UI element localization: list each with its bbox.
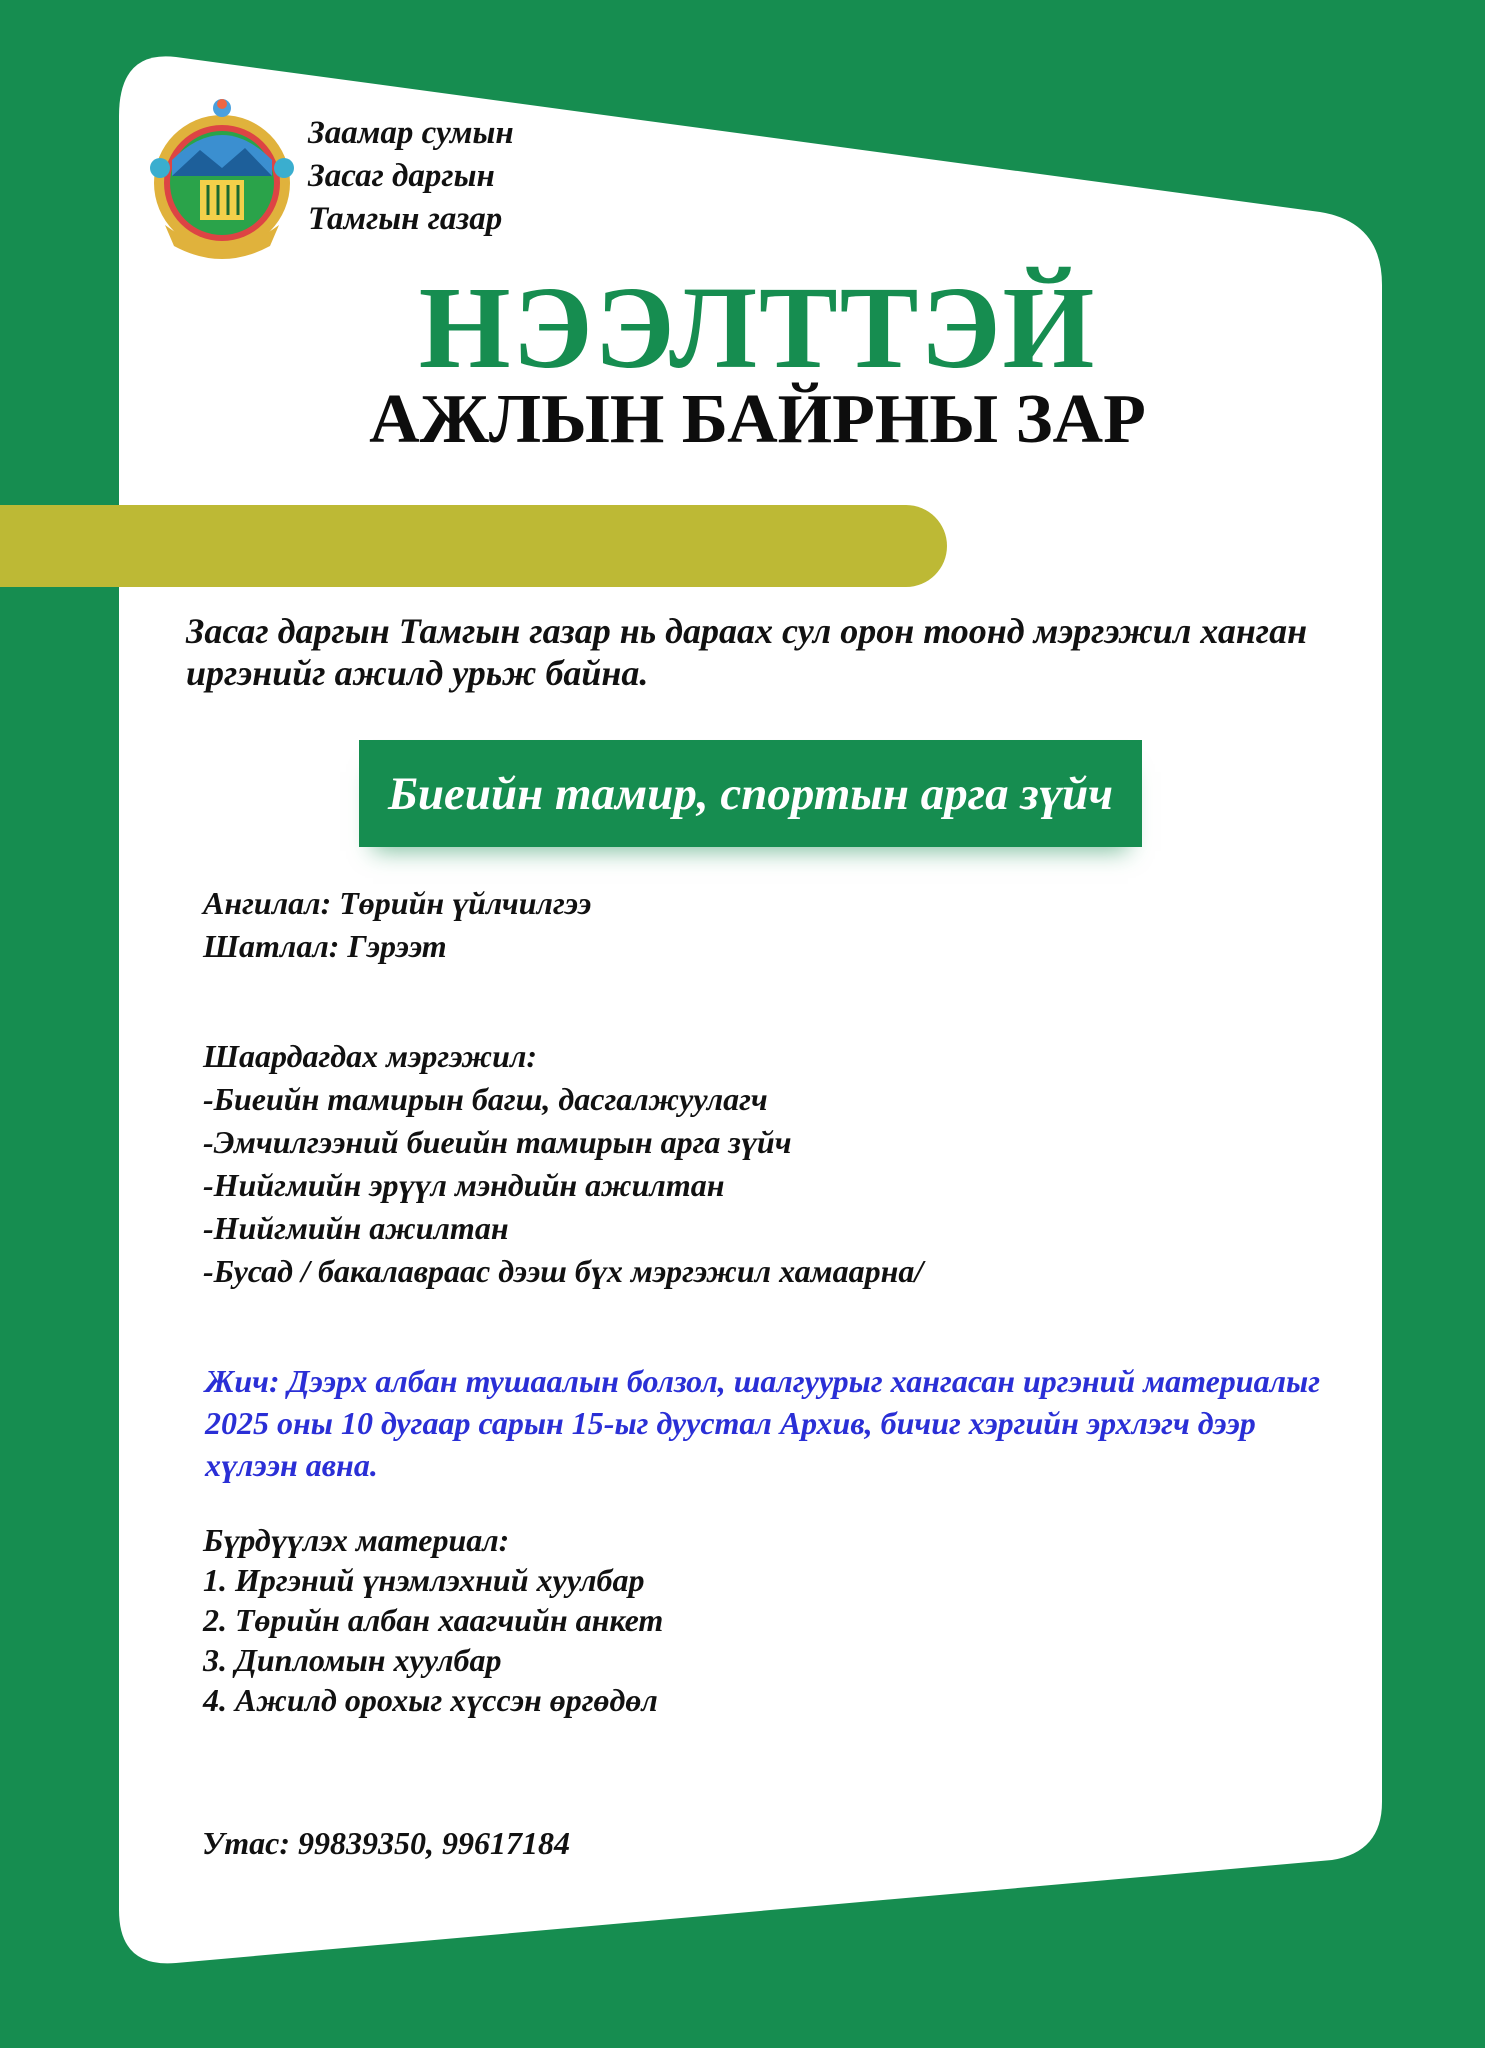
main-title: НЭЭЛТТЭЙ [418,262,1097,393]
org-line: Заамар сумын [308,115,514,151]
contact-phone: Утас: 99839350, 99617184 [202,1825,571,1861]
profession-item: -Биеийн тамирын багш, дасгалжуулагч [203,1081,768,1117]
profession-item: -Нийгмийн ажилтан [203,1210,509,1246]
classification-block [203,882,591,968]
position-banner [359,740,1142,847]
profession-item: -Нийгмийн эрүүл мэндийн ажилтан [203,1167,725,1203]
organization-name [308,112,514,241]
profession-item: -Бусад / бакалавраас дээш бүх мэргэжил хамаарна/ [203,1253,924,1289]
profession-item: -Эмчилгээний биеийн тамирын арга зүйч [203,1124,792,1160]
note-text: Жич: Дээрх албан тушаалын болзол, шалгуурыг хангасан иргэний материалыг 2025 оны 10 дугаар сарын 15-ыг дуустал Архив, бичиг хэргийн эрхлэгч дээр хүлээн авна. [205,1363,1321,1483]
org-line: Тамгын газар [308,201,503,237]
olive-banner [0,505,947,587]
professions-heading: Шаардагдах мэргэжил: [203,1038,538,1074]
sub-title: АЖЛЫН БАЙРНЫ ЗАР [369,381,1146,458]
materials-heading: Бүрдүүлэх материал: [203,1522,510,1558]
classification-line: Шатлал: Гэрээт [203,928,447,964]
intro-text: Засаг даргын Тамгын газар нь дараах сул орон тоонд мэргэжил ханган иргэнийг ажилд урьж байна. [186,611,1308,693]
classification-line: Ангилал: Төрийн үйлчилгээ [203,885,592,921]
material-item: 1. Иргэний үнэмлэхний хуулбар [203,1562,645,1598]
material-item: 3. Дипломын хуулбар [203,1642,502,1678]
material-item: 4. Ажилд орохыг хүссэн өргөдөл [203,1682,658,1718]
material-item: 2. Төрийн албан хаагчийн анкет [203,1602,664,1638]
professions-block [203,1035,923,1293]
position-title: Биеийн тамир, спортын арга зүйч [387,767,1113,820]
org-line: Засаг даргын [308,158,495,194]
materials-block [203,1520,663,1720]
